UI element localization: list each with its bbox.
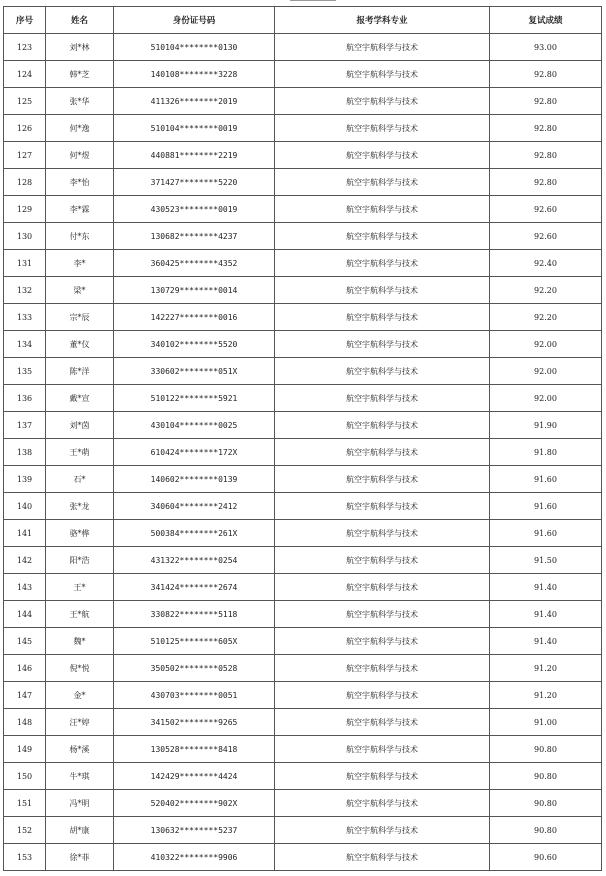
cell-major: 航空宇航科学与技术	[275, 574, 490, 601]
cell-retest-score: 91.80	[490, 439, 602, 466]
cell-serial-number: 131	[4, 250, 46, 277]
cell-retest-score: 92.60	[490, 196, 602, 223]
cell-id-number: 130682********4237	[114, 223, 275, 250]
cell-name: 梁*	[46, 277, 114, 304]
cell-retest-score: 90.80	[490, 790, 602, 817]
table-row	[4, 601, 602, 628]
cell-major: 航空宇航科学与技术	[275, 655, 490, 682]
cell-major: 航空宇航科学与技术	[275, 88, 490, 115]
cell-retest-score: 91.20	[490, 655, 602, 682]
cell-id-number: 411326********2019	[114, 88, 275, 115]
cell-retest-score: 92.80	[490, 169, 602, 196]
cell-id-number: 510125********605X	[114, 628, 275, 655]
cell-major: 航空宇航科学与技术	[275, 736, 490, 763]
cell-retest-score: 92.60	[490, 223, 602, 250]
cell-name: 王*萌	[46, 439, 114, 466]
cell-major: 航空宇航科学与技术	[275, 520, 490, 547]
cell-name: 胡*康	[46, 817, 114, 844]
cell-name: 王*航	[46, 601, 114, 628]
cell-id-number: 440881********2219	[114, 142, 275, 169]
header-name: 姓名	[46, 7, 114, 34]
cell-retest-score: 91.50	[490, 547, 602, 574]
cell-retest-score: 91.40	[490, 628, 602, 655]
cell-id-number: 430703********0051	[114, 682, 275, 709]
header-row	[4, 7, 602, 34]
cell-name: 付*东	[46, 223, 114, 250]
cell-id-number: 510104********0019	[114, 115, 275, 142]
cell-major: 航空宇航科学与技术	[275, 358, 490, 385]
cell-major: 航空宇航科学与技术	[275, 439, 490, 466]
cell-name: 牛*琪	[46, 763, 114, 790]
cell-retest-score: 90.80	[490, 763, 602, 790]
cell-retest-score: 92.20	[490, 304, 602, 331]
table-row	[4, 844, 602, 871]
cell-major: 航空宇航科学与技术	[275, 763, 490, 790]
cell-name: 何*煜	[46, 142, 114, 169]
table-row	[4, 358, 602, 385]
cell-id-number: 130632********5237	[114, 817, 275, 844]
cell-serial-number: 136	[4, 385, 46, 412]
cell-name: 杨*溪	[46, 736, 114, 763]
cell-name: 刘*茵	[46, 412, 114, 439]
cell-retest-score: 91.40	[490, 574, 602, 601]
cell-major: 航空宇航科学与技术	[275, 331, 490, 358]
cell-serial-number: 133	[4, 304, 46, 331]
cell-serial-number: 128	[4, 169, 46, 196]
table-row	[4, 88, 602, 115]
cell-name: 董*仪	[46, 331, 114, 358]
cell-major: 航空宇航科学与技术	[275, 493, 490, 520]
cell-id-number: 431322********0254	[114, 547, 275, 574]
cell-serial-number: 137	[4, 412, 46, 439]
cell-id-number: 520402********902X	[114, 790, 275, 817]
table-row	[4, 736, 602, 763]
cell-major: 航空宇航科学与技术	[275, 601, 490, 628]
cell-id-number: 140602********0139	[114, 466, 275, 493]
cell-serial-number: 132	[4, 277, 46, 304]
cell-retest-score: 92.20	[490, 277, 602, 304]
table-row	[4, 61, 602, 88]
cell-serial-number: 144	[4, 601, 46, 628]
table-row	[4, 817, 602, 844]
cell-major: 航空宇航科学与技术	[275, 547, 490, 574]
cell-retest-score: 90.60	[490, 844, 602, 871]
table-row	[4, 169, 602, 196]
table-row	[4, 250, 602, 277]
cell-retest-score: 92.00	[490, 385, 602, 412]
cell-name: 魏*	[46, 628, 114, 655]
cell-name: 张*华	[46, 88, 114, 115]
table-row	[4, 466, 602, 493]
cell-major: 航空宇航科学与技术	[275, 304, 490, 331]
cell-retest-score: 92.40	[490, 250, 602, 277]
cell-retest-score: 91.60	[490, 466, 602, 493]
cell-major: 航空宇航科学与技术	[275, 142, 490, 169]
cell-serial-number: 134	[4, 331, 46, 358]
cell-major: 航空宇航科学与技术	[275, 709, 490, 736]
cell-serial-number: 153	[4, 844, 46, 871]
cell-name: 李*怡	[46, 169, 114, 196]
cell-retest-score: 91.00	[490, 709, 602, 736]
header-id-number: 身份证号码	[114, 7, 275, 34]
cell-retest-score: 91.40	[490, 601, 602, 628]
cell-retest-score: 92.80	[490, 142, 602, 169]
cell-retest-score: 90.80	[490, 736, 602, 763]
cell-retest-score: 90.80	[490, 817, 602, 844]
cell-serial-number: 150	[4, 763, 46, 790]
cell-name: 何*逸	[46, 115, 114, 142]
cell-name: 王*	[46, 574, 114, 601]
cell-major: 航空宇航科学与技术	[275, 277, 490, 304]
cell-retest-score: 91.90	[490, 412, 602, 439]
cell-id-number: 142429********4424	[114, 763, 275, 790]
cell-name: 刘*林	[46, 34, 114, 61]
cell-serial-number: 140	[4, 493, 46, 520]
cell-id-number: 330602********051X	[114, 358, 275, 385]
cell-retest-score: 91.20	[490, 682, 602, 709]
table-row	[4, 439, 602, 466]
cell-serial-number: 125	[4, 88, 46, 115]
cell-major: 航空宇航科学与技术	[275, 250, 490, 277]
cell-id-number: 371427********5220	[114, 169, 275, 196]
cell-retest-score: 92.80	[490, 115, 602, 142]
cell-major: 航空宇航科学与技术	[275, 34, 490, 61]
cell-name: 陈*洋	[46, 358, 114, 385]
cell-retest-score: 92.00	[490, 331, 602, 358]
header-major: 报考学科专业	[275, 7, 490, 34]
cell-retest-score: 91.60	[490, 493, 602, 520]
cell-serial-number: 147	[4, 682, 46, 709]
cell-id-number: 340604********2412	[114, 493, 275, 520]
table-body	[4, 34, 602, 871]
cell-name: 徐*菲	[46, 844, 114, 871]
cell-serial-number: 127	[4, 142, 46, 169]
cell-major: 航空宇航科学与技术	[275, 817, 490, 844]
cell-major: 航空宇航科学与技术	[275, 223, 490, 250]
cell-serial-number: 129	[4, 196, 46, 223]
table-row	[4, 520, 602, 547]
cell-retest-score: 91.60	[490, 520, 602, 547]
cell-id-number: 341424********2674	[114, 574, 275, 601]
cell-id-number: 340102********5520	[114, 331, 275, 358]
cell-id-number: 430523********0019	[114, 196, 275, 223]
cell-major: 航空宇航科学与技术	[275, 61, 490, 88]
table-header	[4, 7, 602, 34]
table-row	[4, 34, 602, 61]
cell-id-number: 350502********0528	[114, 655, 275, 682]
cell-name: 金*	[46, 682, 114, 709]
cell-id-number: 510104********0130	[114, 34, 275, 61]
header-retest-score: 复试成绩	[490, 7, 602, 34]
cell-id-number: 130729********0014	[114, 277, 275, 304]
cell-serial-number: 135	[4, 358, 46, 385]
cell-major: 航空宇航科学与技术	[275, 412, 490, 439]
cell-major: 航空宇航科学与技术	[275, 385, 490, 412]
cell-serial-number: 123	[4, 34, 46, 61]
cell-serial-number: 151	[4, 790, 46, 817]
table-row	[4, 331, 602, 358]
cell-id-number: 430104********0025	[114, 412, 275, 439]
cell-name: 李*	[46, 250, 114, 277]
cell-serial-number: 146	[4, 655, 46, 682]
cell-name: 倪*悦	[46, 655, 114, 682]
cell-serial-number: 143	[4, 574, 46, 601]
cell-id-number: 510122********5921	[114, 385, 275, 412]
cell-retest-score: 93.00	[490, 34, 602, 61]
cell-serial-number: 138	[4, 439, 46, 466]
table-row	[4, 277, 602, 304]
cell-name: 李*霖	[46, 196, 114, 223]
cell-id-number: 500384********261X	[114, 520, 275, 547]
cell-serial-number: 149	[4, 736, 46, 763]
top-divider	[290, 0, 336, 1]
cell-id-number: 330822********5118	[114, 601, 275, 628]
cell-retest-score: 92.00	[490, 358, 602, 385]
cell-serial-number: 130	[4, 223, 46, 250]
cell-retest-score: 92.80	[490, 88, 602, 115]
cell-retest-score: 92.80	[490, 61, 602, 88]
cell-serial-number: 141	[4, 520, 46, 547]
table-row	[4, 574, 602, 601]
cell-name: 阳*浩	[46, 547, 114, 574]
cell-id-number: 360425********4352	[114, 250, 275, 277]
cell-id-number: 130528********8418	[114, 736, 275, 763]
cell-serial-number: 145	[4, 628, 46, 655]
table-row	[4, 655, 602, 682]
table-row	[4, 142, 602, 169]
cell-serial-number: 148	[4, 709, 46, 736]
cell-name: 张*龙	[46, 493, 114, 520]
table-row	[4, 493, 602, 520]
table-row	[4, 628, 602, 655]
cell-id-number: 142227********0016	[114, 304, 275, 331]
table-row	[4, 763, 602, 790]
cell-name: 韩*芝	[46, 61, 114, 88]
cell-id-number: 341502********9265	[114, 709, 275, 736]
cell-name: 骆*桦	[46, 520, 114, 547]
cell-major: 航空宇航科学与技术	[275, 790, 490, 817]
header-serial-number: 序号	[4, 7, 46, 34]
cell-serial-number: 124	[4, 61, 46, 88]
cell-serial-number: 126	[4, 115, 46, 142]
cell-major: 航空宇航科学与技术	[275, 169, 490, 196]
cell-major: 航空宇航科学与技术	[275, 844, 490, 871]
cell-serial-number: 152	[4, 817, 46, 844]
table-row	[4, 682, 602, 709]
cell-major: 航空宇航科学与技术	[275, 682, 490, 709]
table-row	[4, 385, 602, 412]
table-row	[4, 223, 602, 250]
cell-name: 汪*婷	[46, 709, 114, 736]
cell-major: 航空宇航科学与技术	[275, 628, 490, 655]
table-row	[4, 196, 602, 223]
table-row	[4, 547, 602, 574]
cell-name: 冯*明	[46, 790, 114, 817]
cell-serial-number: 142	[4, 547, 46, 574]
cell-major: 航空宇航科学与技术	[275, 196, 490, 223]
cell-name: 戴*宣	[46, 385, 114, 412]
table-row	[4, 412, 602, 439]
cell-serial-number: 139	[4, 466, 46, 493]
retest-score-table	[3, 6, 602, 871]
table-row	[4, 304, 602, 331]
cell-id-number: 140108********3228	[114, 61, 275, 88]
cell-name: 石*	[46, 466, 114, 493]
table-row	[4, 790, 602, 817]
cell-id-number: 610424********172X	[114, 439, 275, 466]
cell-name: 宗*辰	[46, 304, 114, 331]
table-row	[4, 115, 602, 142]
table-row	[4, 709, 602, 736]
cell-major: 航空宇航科学与技术	[275, 115, 490, 142]
cell-major: 航空宇航科学与技术	[275, 466, 490, 493]
cell-id-number: 410322********9906	[114, 844, 275, 871]
